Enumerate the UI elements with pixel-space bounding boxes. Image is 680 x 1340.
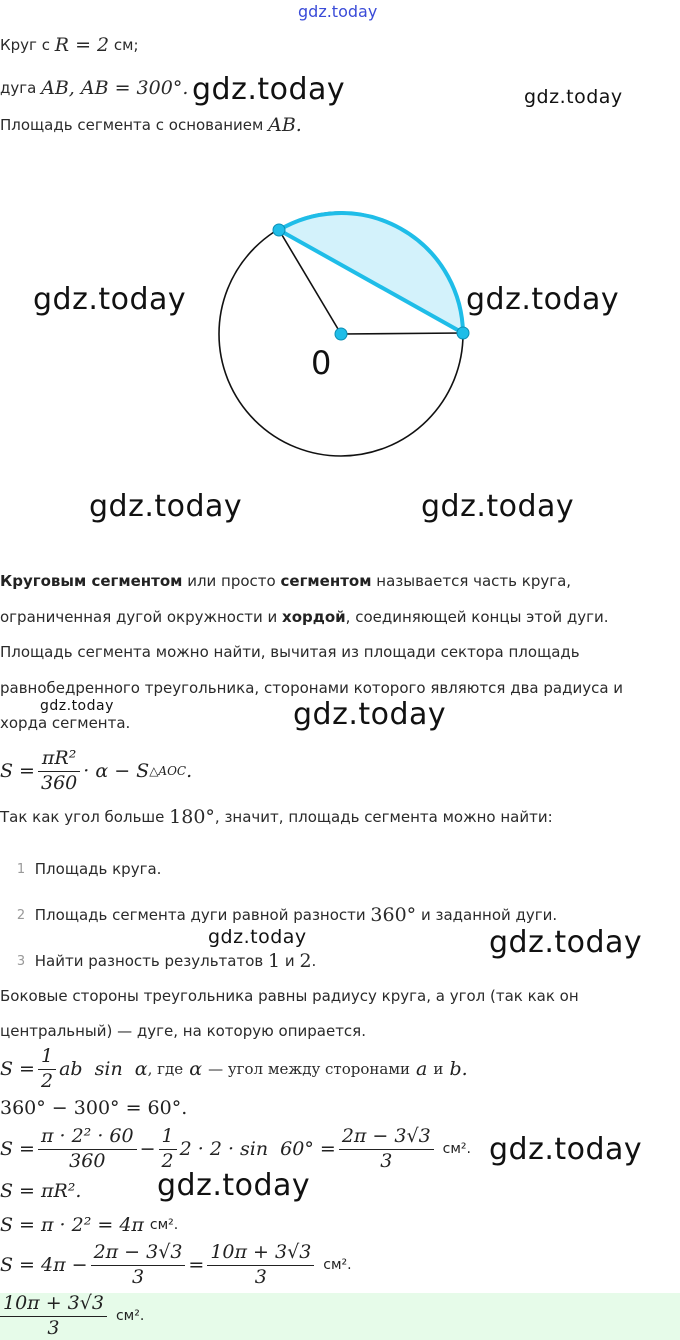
step-number: 1 — [16, 861, 26, 877]
fraction-numerator: πR² — [38, 748, 80, 772]
formula-lhs: S = — [0, 1138, 35, 1161]
formula-lhs: S = — [0, 1058, 35, 1081]
formula-lhs: S = — [0, 760, 35, 783]
given-arc: AB, AB = 300°. — [41, 77, 189, 99]
circle-diagram — [0, 0, 680, 540]
formula-text: , где — [147, 1060, 184, 1079]
triangle-note-line-1: Боковые стороны треугольника равны радиусу круга, а угол (так как он — [0, 987, 579, 1005]
fraction-denominator: 2 — [40, 1069, 54, 1092]
definition-text: называется часть круга, — [376, 572, 572, 590]
fraction-numerator: 10π + 3√3 — [207, 1242, 314, 1266]
watermark: gdz.today — [524, 86, 623, 108]
fraction — [207, 1242, 314, 1289]
step-number: 3 — [16, 953, 26, 969]
formula-rest: 2 · 2 · sin 60° = — [179, 1138, 336, 1161]
step-text: Площадь сегмента дуги равной разности — [34, 906, 366, 924]
triangle-area-formula — [0, 1046, 468, 1093]
watermark: gdz.today — [489, 1132, 643, 1167]
watermark-top: gdz.today — [298, 2, 378, 21]
step-text: и — [284, 952, 295, 970]
watermark: gdz.today — [40, 698, 114, 714]
fraction-denominator: 2 — [161, 1149, 174, 1172]
formula-end: . — [186, 760, 193, 783]
definition-line-1 — [0, 572, 571, 590]
watermark: gdz.today — [208, 926, 307, 948]
step-text: . — [311, 952, 317, 970]
definition-text: , соединяющей концы этой дуги. — [345, 608, 609, 626]
circle-area-calculation — [0, 1214, 178, 1236]
center-label: 0 — [311, 344, 332, 382]
point-a — [273, 224, 285, 236]
triangle-note-line-2: центральный) — дуге, на которую опирается. — [0, 1022, 366, 1040]
formula-alpha: α — [189, 1058, 203, 1081]
step-number: 2 — [16, 907, 26, 923]
step-text: Найти разность результатов — [34, 952, 264, 970]
fraction-denominator: 3 — [131, 1265, 145, 1288]
radius-ob — [341, 333, 463, 334]
fraction — [159, 1126, 177, 1173]
given-segment-label: Площадь сегмента с основанием — [0, 116, 264, 134]
given-unit: см; — [113, 36, 139, 54]
unit-label: см². — [442, 1141, 471, 1158]
watermark: gdz.today — [157, 1168, 311, 1203]
reason-text: , значит, площадь сегмента можно найти: — [214, 808, 553, 826]
formula-lhs: S = 4π − — [0, 1254, 88, 1277]
step-item — [12, 950, 316, 972]
reason-line — [0, 806, 553, 828]
given-base: AB. — [268, 114, 302, 136]
answer-formula — [0, 1293, 144, 1340]
fraction — [38, 1126, 137, 1173]
formula-var-a: a — [416, 1058, 428, 1081]
fraction-denominator: 3 — [380, 1149, 393, 1172]
fraction — [38, 748, 80, 795]
step-text: Площадь круга. — [34, 860, 162, 878]
unit-label: см². — [323, 1257, 352, 1274]
watermark: gdz.today — [489, 925, 643, 960]
formula-rest: · α − S — [83, 760, 150, 783]
fraction-denominator: 360 — [69, 1149, 106, 1172]
formula-text: — угол между сторонами — [208, 1060, 410, 1079]
fraction — [339, 1126, 434, 1173]
fraction-numerator: 2π − 3√3 — [339, 1126, 434, 1150]
term-circular-segment: Круговым сегментом — [0, 572, 183, 590]
segment-fill — [279, 213, 463, 333]
step-math: 2 — [299, 950, 312, 972]
angle-calculation: 360° − 300° = 60°. — [0, 1097, 188, 1119]
step-math: 1 — [268, 950, 281, 972]
definition-line-3: Площадь сегмента можно найти, вычитая из площади сектора площадь — [0, 643, 580, 661]
definition-line-2 — [0, 608, 609, 626]
step-math: 360° — [370, 904, 417, 926]
formula-var-b: b — [449, 1058, 462, 1081]
term-chord: хордой — [282, 608, 346, 626]
step-item — [12, 860, 161, 878]
answer-box — [0, 1293, 680, 1340]
final-calculation — [0, 1242, 352, 1289]
unit-label: см². — [115, 1308, 145, 1325]
step-text: и заданной дуги. — [420, 906, 558, 924]
watermark: gdz.today — [293, 697, 447, 732]
watermark: gdz.today — [466, 282, 620, 317]
definition-text: или просто — [187, 572, 276, 590]
fraction-numerator: 2π − 3√3 — [91, 1242, 186, 1266]
fraction-numerator: 10π + 3√3 — [0, 1293, 107, 1317]
formula-text: и — [433, 1060, 444, 1079]
given-radius: R = 2 — [54, 34, 110, 56]
formula-operator: = — [188, 1254, 205, 1277]
formula-math: S = π · 2² = 4π — [0, 1214, 144, 1236]
fraction-numerator: π · 2² · 60 — [38, 1126, 137, 1150]
step-item — [12, 904, 557, 926]
definition-line-5: хорда сегмента. — [0, 714, 131, 732]
term-segment: сегментом — [280, 572, 372, 590]
formula-end: . — [461, 1058, 468, 1081]
formula-rest: ab sin α — [59, 1058, 148, 1081]
fraction-numerator: 1 — [38, 1046, 56, 1070]
watermark: gdz.today — [192, 72, 346, 107]
fraction-denominator: 3 — [254, 1265, 267, 1288]
given-arc-label: дуга — [0, 79, 37, 97]
formula-operator: − — [139, 1138, 156, 1161]
definition-text: ограниченная дугой окружности и — [0, 608, 278, 626]
unit-label: см². — [149, 1217, 179, 1233]
definition-line-4: равнобедренного треугольника, сторонами которого являются два радиуса и — [0, 679, 624, 697]
reason-text: Так как угол больше — [0, 808, 165, 826]
fraction-denominator: 360 — [40, 771, 78, 794]
watermark: gdz.today — [89, 489, 243, 524]
circle-area-formula: S = πR². — [0, 1180, 82, 1202]
point-o — [335, 328, 347, 340]
point-b — [457, 327, 469, 339]
fraction — [91, 1242, 186, 1289]
given-circle-label: Круг с — [0, 36, 50, 54]
formula-subscript: △AOC — [149, 764, 187, 779]
watermark: gdz.today — [421, 489, 575, 524]
segment-calculation — [0, 1126, 471, 1173]
fraction-numerator: 1 — [159, 1126, 177, 1150]
fraction — [38, 1046, 56, 1093]
fraction-denominator: 3 — [47, 1316, 60, 1339]
watermark: gdz.today — [33, 282, 187, 317]
reason-angle: 180° — [169, 806, 215, 828]
fraction — [0, 1293, 107, 1340]
segment-area-formula — [0, 748, 192, 795]
